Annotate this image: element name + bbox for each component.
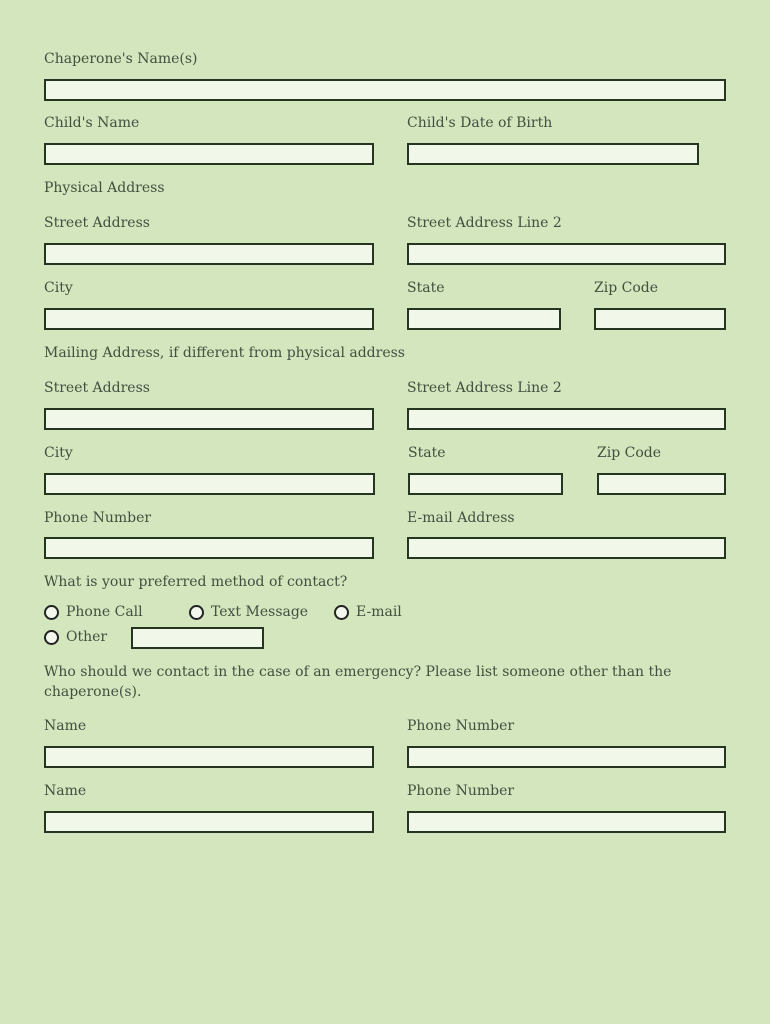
emergency-question: Who should we contact in the case of an emergency? Please list someone other than the chaperone(s). <box>44 664 672 700</box>
physical-state-field[interactable] <box>407 308 561 330</box>
physical-zip-field[interactable] <box>594 308 726 330</box>
radio-phone-call-label: Phone Call <box>66 604 143 620</box>
mailing-city-field[interactable] <box>44 473 375 495</box>
physical-city-field[interactable] <box>44 308 374 330</box>
emergency-phone-field-2[interactable] <box>407 811 726 833</box>
radio-email-label: E-mail <box>356 604 402 620</box>
child-name-field[interactable] <box>44 143 374 165</box>
emergency-name-field-1[interactable] <box>44 746 374 768</box>
physical-state-label: State <box>407 280 445 296</box>
contact-method-question: What is your preferred method of contact? <box>44 574 348 590</box>
child-dob-label: Child's Date of Birth <box>407 115 553 131</box>
mailing-state-label: State <box>408 445 446 461</box>
phone-number-label: Phone Number <box>44 510 152 526</box>
phone-number-field[interactable] <box>44 537 374 559</box>
email-address-field[interactable] <box>407 537 726 559</box>
mailing-street-label: Street Address <box>44 380 150 396</box>
physical-city-label: City <box>44 280 73 296</box>
radio-phone-call[interactable] <box>44 603 143 621</box>
emergency-name-label-2: Name <box>44 783 87 799</box>
radio-other-label: Other <box>66 629 108 645</box>
mailing-street-field[interactable] <box>44 408 374 430</box>
other-contact-field[interactable] <box>131 627 264 649</box>
emergency-phone-field-1[interactable] <box>407 746 726 768</box>
mailing-street2-field[interactable] <box>407 408 726 430</box>
child-name-label: Child's Name <box>44 115 140 131</box>
physical-address-heading: Physical Address <box>44 180 165 196</box>
radio-circle-icon[interactable] <box>44 605 59 620</box>
emergency-name-field-2[interactable] <box>44 811 374 833</box>
chaperone-name-field[interactable] <box>44 79 726 101</box>
radio-text-message[interactable] <box>189 603 308 621</box>
radio-other[interactable] <box>44 628 107 646</box>
mailing-city-label: City <box>44 445 73 461</box>
mailing-state-field[interactable] <box>408 473 563 495</box>
chaperone-name-label: Chaperone's Name(s) <box>44 51 198 67</box>
mailing-street2-label: Street Address Line 2 <box>407 380 562 396</box>
physical-zip-label: Zip Code <box>594 280 659 296</box>
email-address-label: E-mail Address <box>407 510 515 526</box>
physical-street2-label: Street Address Line 2 <box>407 215 562 231</box>
emergency-name-label-1: Name <box>44 718 87 734</box>
mailing-zip-label: Zip Code <box>597 445 662 461</box>
radio-email[interactable] <box>334 603 402 621</box>
radio-circle-icon[interactable] <box>44 630 59 645</box>
radio-text-message-label: Text Message <box>211 604 309 620</box>
radio-circle-icon[interactable] <box>189 605 204 620</box>
physical-street2-field[interactable] <box>407 243 726 265</box>
emergency-phone-label-1: Phone Number <box>407 718 515 734</box>
mailing-zip-field[interactable] <box>597 473 726 495</box>
emergency-phone-label-2: Phone Number <box>407 783 515 799</box>
child-dob-field[interactable] <box>407 143 699 165</box>
mailing-address-heading: Mailing Address, if different from physical address <box>44 345 405 361</box>
physical-street-label: Street Address <box>44 215 150 231</box>
physical-street-field[interactable] <box>44 243 374 265</box>
radio-circle-icon[interactable] <box>334 605 349 620</box>
